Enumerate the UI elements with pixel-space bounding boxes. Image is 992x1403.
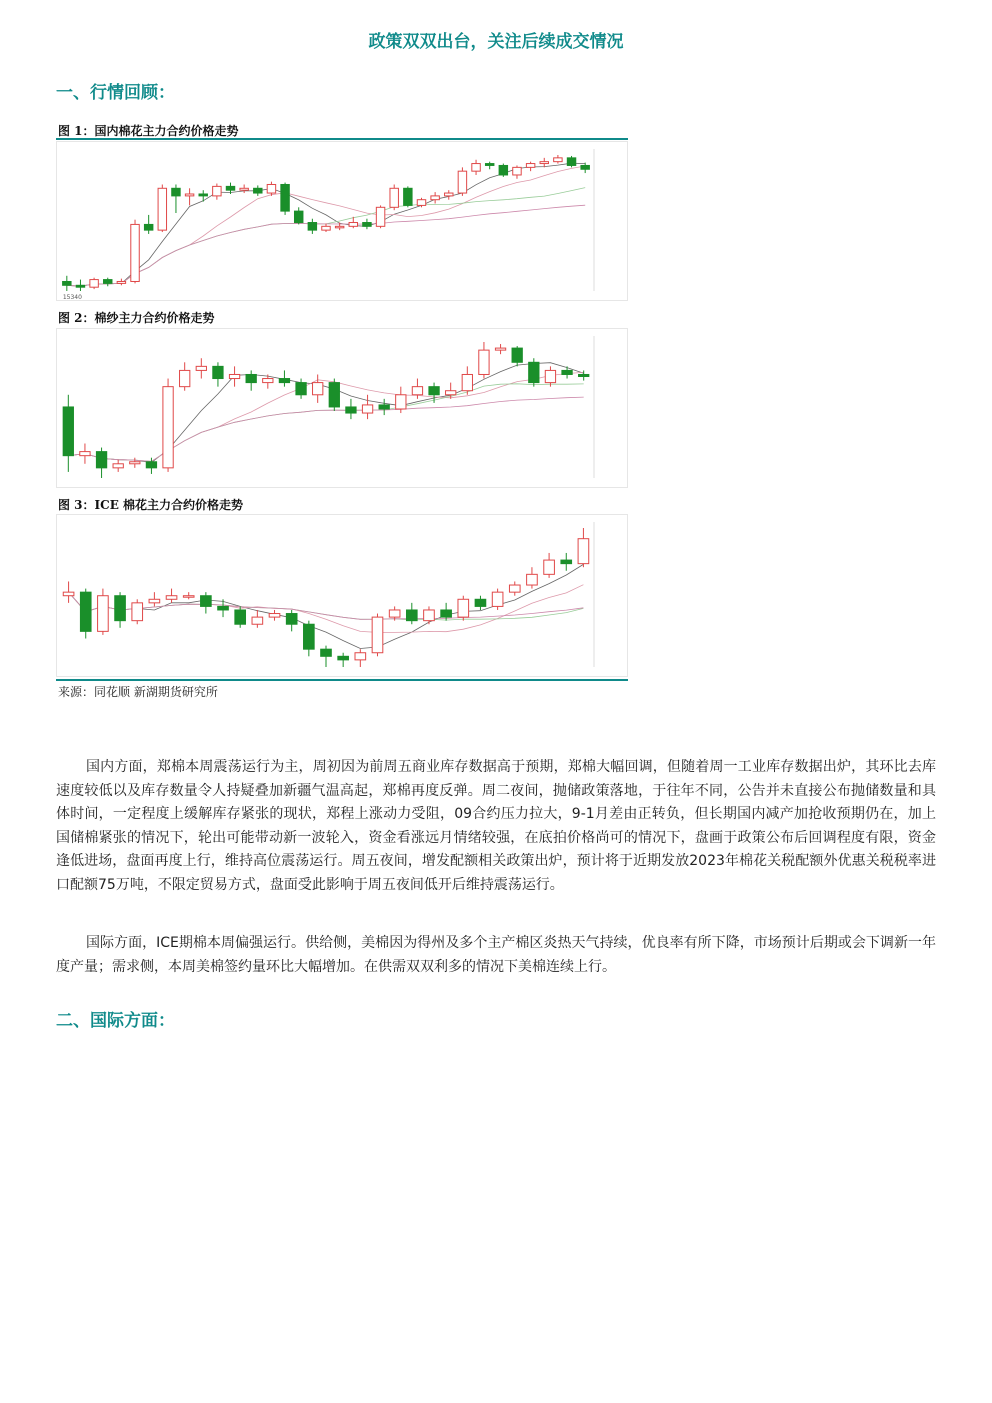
candle-down [80, 592, 91, 631]
candle-up [527, 574, 538, 585]
candle-up [495, 348, 505, 350]
candle-down [226, 186, 234, 190]
section-label: 行情回顾： [90, 83, 175, 103]
candle-up [472, 164, 480, 172]
candle-down [279, 379, 289, 383]
candle-down [529, 362, 539, 382]
candle-down [281, 184, 289, 211]
candle-up [149, 599, 160, 603]
figure-2-caption: 图 2：棉纱主力合约价格走势 [58, 311, 215, 325]
candle-down [475, 599, 486, 606]
candle-up [263, 379, 273, 383]
candle-down [346, 407, 356, 413]
paragraph-domestic: 国内方面，郑棉本周震荡运行为主，周初因为前周五商业库存数据高于预期，郑棉大幅回调，但随着周一工业库存数据出炉，其环比去库速度较低以及库存数量令人持疑叠加新疆气温高起，郑棉再度反弹。周二夜间，抛储政策落地，于往年不同，公告并未直接公布抛储数量和具体时间，一定程度上缓解库存紧张的现状，郑程上涨动力受阻，09合约压力拉大，9-1月差由正转负，但长期国内减产加抢收预期仍在，加上国储棉紧张的情况下，轮出可能带动新一波轮入，资金看涨远月情绪较强，在底拍价格尚可的情况下，盘画于政策公布后回调程度有限，资金逢低进场，盘面再度上行，维持高位震荡运行。周五夜间，增发配额相关政策出炉，预计将于近期发放2023年棉花关税配额外优惠关税税率进口配额75万吨，不限定贸易方式，盘面受此影响于周五夜间低开后维持震荡运行。 [56, 759, 936, 893]
figure-1-top-rule [56, 138, 628, 140]
candle-down [512, 348, 522, 362]
candle-up [513, 167, 521, 175]
candle-down [562, 370, 572, 374]
candle-down [218, 606, 229, 610]
candle-down [254, 188, 262, 193]
candle-up [376, 207, 384, 226]
figure-1-caption: 图 1：国内棉花主力合约价格走势 [58, 124, 239, 138]
candle-down [579, 374, 589, 376]
candle-up [445, 193, 453, 196]
candle-up [90, 280, 98, 288]
candle-up [130, 462, 140, 464]
document-title: 政策双双出台，关注后续成交情况 [368, 32, 624, 52]
chart-frame [57, 515, 628, 677]
candle-up [412, 387, 422, 395]
candle-down [379, 405, 389, 409]
candle-down [321, 649, 332, 656]
candle-up [431, 196, 439, 200]
candle-down [235, 610, 246, 624]
candle-down [63, 281, 71, 285]
candle-up [322, 226, 330, 230]
candle-up [240, 188, 248, 190]
candle-up [554, 158, 562, 162]
section-number: 一、 [56, 83, 90, 103]
candle-up [509, 585, 520, 592]
figure-2-svg [56, 328, 628, 488]
candle-up [180, 370, 190, 386]
candle-up [252, 617, 263, 624]
candle-down [201, 596, 212, 607]
candle-down [76, 285, 84, 287]
candle-up [396, 395, 406, 409]
candle-down [429, 387, 439, 395]
candle-down [567, 158, 575, 166]
candle-down [63, 407, 73, 456]
figure-3-chart [56, 514, 628, 677]
figure-2-chart [56, 328, 628, 488]
candle-down [308, 223, 316, 231]
candle-up [196, 366, 206, 370]
candle-down [406, 610, 417, 621]
candle-up [372, 617, 383, 653]
candle-up [578, 539, 589, 564]
candle-down [363, 223, 371, 227]
candle-down [338, 656, 349, 660]
candle-up [424, 610, 435, 621]
candle-down [144, 224, 152, 230]
candle-up [446, 391, 456, 395]
candle-down [146, 462, 156, 468]
candle-up [267, 184, 275, 193]
candle-up [390, 188, 398, 207]
candle-down [213, 366, 223, 378]
section-heading-market-review [56, 78, 175, 103]
candle-up [355, 653, 366, 660]
candle-up [80, 452, 90, 456]
low-price-annotation: 15340 [62, 294, 82, 301]
candle-up [166, 596, 177, 600]
candle-down [581, 165, 589, 169]
figure-3-bottom-rule [56, 679, 628, 681]
candle-up [458, 171, 466, 193]
candle-up [462, 374, 472, 390]
candle-up [269, 614, 280, 618]
figure-source-note: 来源：同花顺 新湖期货研究所 [58, 685, 218, 699]
candle-up [185, 194, 193, 196]
candle-down [561, 560, 572, 564]
candle-up [113, 464, 123, 468]
candle-down [404, 188, 412, 205]
paragraph-international: 国际方面，ICE期棉本周偏强运行。供给侧，美棉因为得州及多个主产棉区炎热天气持续，优良率有所下降，市场预计后期或会下调新一年度产量；需求侧，本周美棉签约量环比大幅增加。在供需双双利多的情况下美棉连续上行。 [56, 935, 936, 975]
candle-down [296, 383, 306, 395]
candle-up [313, 383, 323, 395]
candle-up [98, 596, 109, 632]
candle-up [540, 162, 548, 164]
candle-up [117, 281, 125, 283]
candle-down [172, 188, 180, 196]
candle-down [96, 452, 106, 468]
figure-1-chart [56, 141, 628, 301]
candle-up [545, 370, 555, 382]
candle-up [163, 387, 173, 468]
candle-up [131, 224, 139, 281]
candle-up [458, 599, 469, 617]
candle-down [199, 194, 207, 196]
section-label: 国际方面： [90, 1011, 175, 1031]
candle-up [349, 223, 357, 227]
chart-frame [57, 329, 628, 488]
figure-3-svg [56, 514, 628, 677]
candle-down [286, 614, 297, 625]
figure-3-caption: 图 3：ICE 棉花主力合约价格走势 [58, 498, 244, 512]
candle-down [104, 280, 112, 284]
candle-up [526, 164, 534, 168]
candle-up [479, 350, 489, 374]
candle-down [485, 164, 493, 166]
candle-up [132, 603, 143, 621]
candle-down [304, 624, 315, 649]
candle-up [63, 592, 74, 596]
candle-down [499, 165, 507, 175]
candle-down [294, 211, 302, 222]
section-number: 二、 [56, 1011, 90, 1031]
figure-1-svg [56, 141, 628, 301]
candle-up [544, 560, 555, 574]
candle-up [335, 226, 343, 228]
chart-frame [57, 142, 628, 301]
candle-up [389, 610, 400, 617]
candle-down [246, 374, 256, 382]
candle-up [213, 186, 221, 196]
candle-up [362, 405, 372, 413]
candle-down [329, 383, 339, 407]
candle-down [115, 596, 126, 621]
section-heading-international [56, 1006, 175, 1031]
candle-up [229, 374, 239, 378]
candle-up [417, 200, 425, 206]
candle-up [492, 592, 503, 606]
candle-up [158, 188, 166, 230]
candle-down [441, 610, 452, 617]
candle-up [183, 596, 194, 598]
